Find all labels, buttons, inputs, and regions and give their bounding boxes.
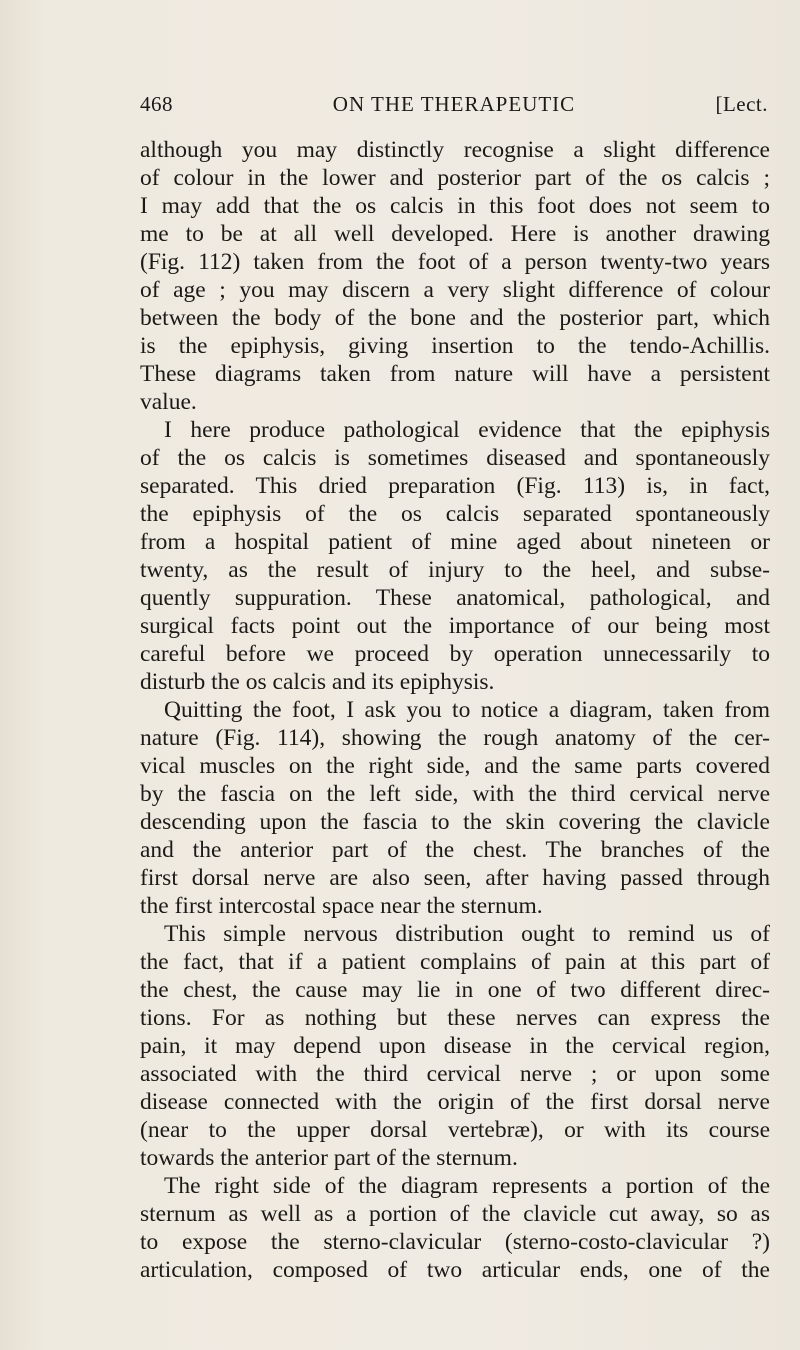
text-line: surgical facts point out the importance of our being most bbox=[140, 613, 770, 639]
page-number: 468 bbox=[140, 92, 173, 116]
text-line: and the anterior part of the chest. The branches of the bbox=[140, 837, 770, 863]
text-line: by the fascia on the left side, with the third cervical nerve bbox=[140, 781, 770, 807]
text-line: to expose the sterno-clavicular (sterno-costo-clavicular ?) bbox=[140, 1229, 770, 1255]
text-line: towards the anterior part of the sternum. bbox=[140, 1145, 518, 1171]
text-line: the epiphysis of the os calcis separated spontaneously bbox=[140, 501, 770, 527]
running-head bbox=[140, 92, 768, 122]
text-line: nature (Fig. 114), showing the rough anatomy of the cer- bbox=[140, 725, 770, 751]
text-line: disease connected with the origin of the first dorsal nerve bbox=[140, 1089, 770, 1115]
text-line: separated. This dried preparation (Fig. 113) is, in fact, bbox=[140, 473, 770, 499]
text-line: (Fig. 112) taken from the foot of a person twenty-two years bbox=[140, 249, 770, 275]
text-line: is the epiphysis, giving insertion to the tendo-Achillis. bbox=[140, 333, 770, 359]
text-line: from a hospital patient of mine aged about nineteen or bbox=[140, 529, 770, 555]
text-line: of age ; you may discern a very slight difference of colour bbox=[140, 277, 770, 303]
text-line: I here produce pathological evidence that the epiphysis bbox=[164, 417, 770, 443]
section-label: [Lect. bbox=[715, 92, 768, 116]
text-line: These diagrams taken from nature will have a persistent bbox=[140, 361, 770, 387]
text-line: the chest, the cause may lie in one of two different direc- bbox=[140, 977, 770, 1003]
text-line: quently suppuration. These anatomical, pathological, and bbox=[140, 585, 770, 611]
text-line: vical muscles on the right side, and the same parts covered bbox=[140, 753, 770, 779]
text-line: I may add that the os calcis in this foot does not seem to bbox=[140, 193, 770, 219]
text-line: Quitting the foot, I ask you to notice a diagram, taken from bbox=[164, 697, 770, 723]
text-line: This simple nervous distribution ought to remind us of bbox=[164, 921, 770, 947]
text-line: associated with the third cervical nerve ; or upon some bbox=[140, 1061, 770, 1087]
text-line: descending upon the fascia to the skin covering the clavicle bbox=[140, 809, 770, 835]
text-line: between the body of the bone and the posterior part, which bbox=[140, 305, 770, 331]
text-line: me to be at all well developed. Here is another drawing bbox=[140, 221, 770, 247]
text-line: tions. For as nothing but these nerves can express the bbox=[140, 1005, 770, 1031]
text-line: of the os calcis is sometimes diseased and spontaneously bbox=[140, 445, 770, 471]
text-line: careful before we proceed by operation unnecessarily to bbox=[140, 641, 770, 667]
text-line: The right side of the diagram represents a portion of the bbox=[164, 1173, 770, 1199]
text-line: articulation, composed of two articular ends, one of the bbox=[140, 1257, 770, 1283]
text-line: the fact, that if a patient complains of pain at this part of bbox=[140, 949, 770, 975]
text-line: (near to the upper dorsal vertebræ), or with its course bbox=[140, 1117, 770, 1143]
text-line: the first intercostal space near the sternum. bbox=[140, 893, 543, 919]
text-line: of colour in the lower and posterior part of the os calcis ; bbox=[140, 165, 770, 191]
text-line: although you may distinctly recognise a slight difference bbox=[140, 137, 770, 163]
body-text bbox=[140, 136, 770, 1284]
text-line: value. bbox=[140, 389, 197, 415]
text-line: disturb the os calcis and its epiphysis. bbox=[140, 669, 495, 695]
text-line: sternum as well as a portion of the clavicle cut away, so as bbox=[140, 1201, 770, 1227]
running-title: ON THE THERAPEUTIC bbox=[332, 92, 576, 116]
text-line: twenty, as the result of injury to the heel, and subse- bbox=[140, 557, 770, 583]
text-line: pain, it may depend upon disease in the cervical region, bbox=[140, 1033, 770, 1059]
text-line: first dorsal nerve are also seen, after having passed through bbox=[140, 865, 770, 891]
